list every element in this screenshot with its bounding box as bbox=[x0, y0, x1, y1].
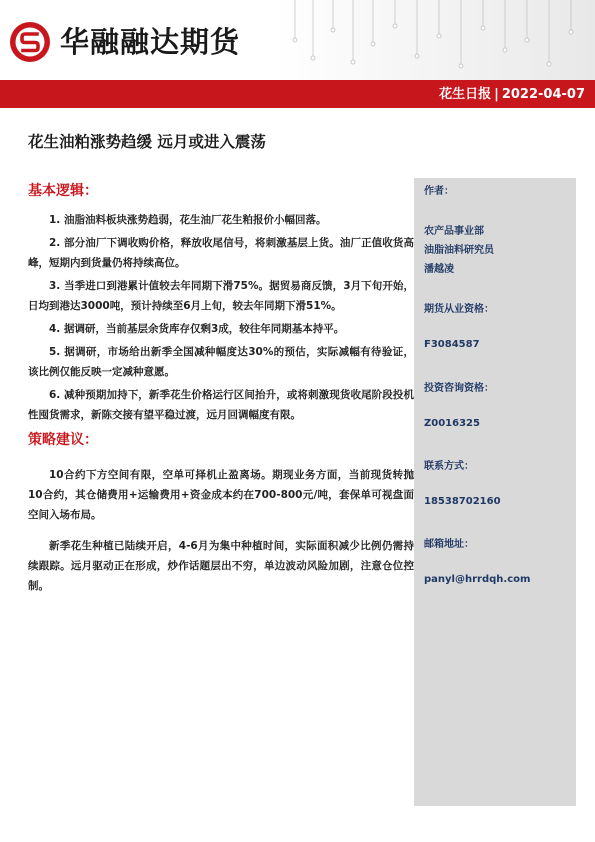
email-label: 邮箱地址： bbox=[424, 539, 474, 550]
page-header bbox=[0, 0, 595, 80]
author-label: 作者： bbox=[424, 186, 454, 197]
futures-license-label: 期货从业资格： bbox=[424, 304, 494, 315]
author-sidebar bbox=[414, 178, 576, 806]
author-department: 农产品事业部 bbox=[424, 226, 484, 237]
company-logo bbox=[8, 20, 52, 64]
logic-item: 2. 部分油厂下调收购价格，释放收尾信号，将刺激基层上货。油厂正值收货高峰，短期内到货量仍将持续高位。 bbox=[28, 237, 414, 269]
logic-heading: 基本逻辑： bbox=[28, 183, 98, 199]
logic-item: 1. 油脂油料板块涨势趋弱，花生油厂花生粕报价小幅回落。 bbox=[49, 214, 327, 226]
strategy-paragraph: 新季花生种植已陆续开启，4-6月为集中种植时间，实际面积减少比例仍需持续跟踪。远月驱动正在形成，炒作话题层出不穷，单边波动风险加剧，注意仓位控制。 bbox=[28, 540, 414, 592]
author-name: 潘越凌 bbox=[424, 264, 454, 275]
strategy-paragraph: 10合约下方空间有限，空单可择机止盈离场。期现业务方面，当前现货转抛10合约，其仓储费用+运输费用+资金成本约在700-800元/吨，套保单可视盘面空间入场布局。 bbox=[28, 469, 414, 521]
brand-name: 华融融达期货 bbox=[60, 25, 241, 59]
logic-item: 6. 减种预期加持下，新季花生价格运行区间抬升，或将刺激现货收尾阶段投机性囤货需求，新陈交接有望平稳过渡，远月回调幅度有限。 bbox=[28, 389, 414, 421]
logic-item: 4. 据调研，当前基层余货库存仅剩3成，较往年同期基本持平。 bbox=[49, 323, 345, 335]
email-address: panyl@hrrdqh.com bbox=[424, 574, 531, 585]
report-date: 2022-04-07 bbox=[501, 87, 585, 102]
logic-item: 5. 据调研，市场给出新季全国减种幅度达30%的预估，实际减幅有待验证，该比例仅能反映一定减种意愿。 bbox=[28, 346, 414, 378]
main-content bbox=[28, 180, 414, 607]
contact-label: 联系方式： bbox=[424, 461, 474, 472]
report-tag bbox=[439, 83, 585, 102]
header-decoration bbox=[275, 0, 595, 80]
strategy-heading: 策略建议： bbox=[28, 432, 98, 448]
advisory-license-label: 投资咨询资格： bbox=[424, 383, 494, 394]
author-institute: 油脂油料研究员 bbox=[424, 245, 494, 256]
report-tag-separator: | bbox=[494, 87, 499, 102]
logic-item: 3. 当季进口到港累计值较去年同期下滑75%。据贸易商反馈，3月下旬开始，日均到港达3000吨，预计持续至6月上旬，较去年同期下滑51%。 bbox=[28, 280, 414, 312]
contact-phone: 18538702160 bbox=[424, 496, 501, 507]
report-type: 花生日报 bbox=[439, 87, 492, 102]
advisory-license-number: Z0016325 bbox=[424, 418, 480, 429]
futures-license-number: F3084587 bbox=[424, 339, 480, 350]
report-title: 花生油粕涨势趋缓 远月或进入震荡 bbox=[28, 133, 266, 151]
